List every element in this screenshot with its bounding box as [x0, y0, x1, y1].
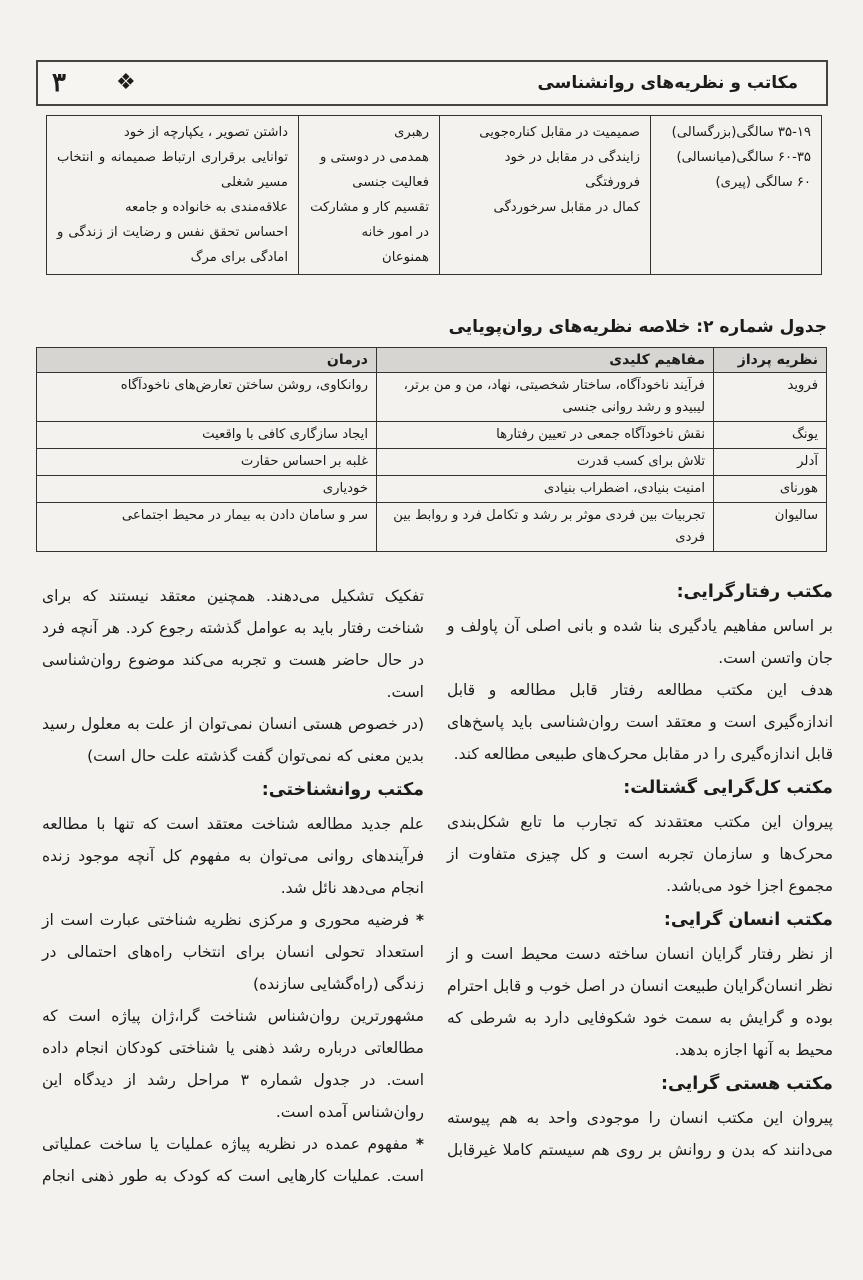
- column-header: درمان: [37, 348, 377, 373]
- section-heading-behaviorism: مکتب رفتارگرایی:: [676, 582, 833, 602]
- page-header: [36, 60, 828, 106]
- section-heading-gestalt: مکتب کل‌گرایی گشتالت:: [623, 778, 833, 798]
- paragraph-text: مفهوم عمده در نظریه پیاژه عملیات یا ساخت عملیاتی است. عملیات کارهایی است که کودک به طور ذهنی انجام: [42, 1135, 424, 1185]
- therapy-cell: غلبه بر احساس حقارت: [37, 449, 377, 476]
- age-stage: ۶۰ سالگی (پیری): [715, 175, 811, 190]
- page-number: ۳: [52, 68, 66, 98]
- table-row: [37, 422, 827, 449]
- table-caption: جدول شماره ۲: خلاصه نظریه‌های روان‌پویایی: [448, 317, 827, 337]
- therapy-cell: خودیاری: [37, 476, 377, 503]
- crisis-text: فرورفتگی: [585, 175, 640, 190]
- paragraph-text: فرضیه محوری و مرکزی نظریه شناختی عبارت است از استعداد تحولی انسان برای انتخاب راه‌های احتمالی در زندگی (راه‌گشایی سازنده): [42, 911, 424, 993]
- therapy-cell: سر و سامان دادن به بیمار در محیط اجتماعی: [37, 503, 377, 552]
- theorist-cell: آدلر: [714, 449, 827, 476]
- theorist-cell: فروید: [714, 373, 827, 422]
- paragraph: تفکیک تشکیل می‌دهند. همچنین معتقد نیستند که برای شناخت رفتار باید به عوامل گذشته رجوع کرد. هر آنچه فرد در حال حاضر هست و تجربه می‌کند موضوع روان‌شناسی است.: [42, 587, 424, 701]
- table-row: [37, 503, 827, 552]
- concepts-cell: تجربیات بین فردی موثر بر رشد و تکامل فرد و روابط بین فردی: [377, 503, 714, 552]
- left-text-column: [42, 580, 424, 1192]
- table-header-row: [37, 348, 827, 373]
- table-row: [37, 449, 827, 476]
- column-header: نظریه پرداز: [714, 348, 827, 373]
- virtue-text: همنوعان: [382, 250, 429, 265]
- paragraph: هدف این مکتب مطالعه رفتار قابل مطالعه و قابل اندازه‌گیری است و معتقد است روان‌شناسی باید پاسخ‌های قابل اندازه‌گیری را در مقابل محرک‌های طبیعی مطالعه کند.: [447, 681, 833, 763]
- table-row: [47, 116, 822, 275]
- running-title: مکاتب و نظریه‌های روانشناسی: [537, 73, 798, 93]
- table-row: [37, 476, 827, 503]
- table-row: [37, 373, 827, 422]
- column-header: مفاهیم کلیدی: [377, 348, 714, 373]
- theorist-cell: یونگ: [714, 422, 827, 449]
- concepts-cell: امنیت بنیادی، اضطراب بنیادی: [377, 476, 714, 503]
- crisis-text: زایندگی در مقابل در خود: [504, 150, 640, 165]
- outcomes-cell: [47, 116, 299, 275]
- outcome-text: علاقه‌مندی به خانواده و جامعه: [124, 200, 288, 215]
- bullet-paragraph: [42, 1128, 424, 1192]
- outcome-text: احساس تحقق نفس و رضایت از زندگی و: [57, 225, 288, 240]
- paragraph: از نظر رفتار گرایان انسان ساخته دست محیط است و از نظر انسان‌گرایان طبیعت انسان در اصل خوب و قابل احترام بوده و گرایش به سمت خود شکوفایی دارد به شرطی که محیط به آنها اجازه بدهد.: [447, 945, 833, 1059]
- concepts-cell: فرآیند ناخودآگاه، ساختار شخصیتی، نهاد، من و من برتر، لیبیدو و رشد روانی جنسی: [377, 373, 714, 422]
- asterisk-bullet-icon: *: [415, 1135, 424, 1153]
- outcome-text: امادگی برای مرگ: [190, 250, 288, 265]
- therapy-cell: روانکاوی، روشن ساختن تعارض‌های ناخودآگاه: [37, 373, 377, 422]
- therapy-cell: ایجاد سازگاری کافی با واقعیت: [37, 422, 377, 449]
- development-stages-table: [46, 115, 822, 275]
- bullet-paragraph: [42, 904, 424, 1000]
- section-heading-cognitive: مکتب روانشناختی:: [261, 780, 424, 800]
- concepts-cell: نقش ناخودآگاه جمعی در تعیین رفتارها: [377, 422, 714, 449]
- asterisk-bullet-icon: *: [415, 911, 424, 929]
- right-text-column: [447, 574, 833, 1166]
- virtue-text: تقسیم کار و مشارکت: [310, 200, 429, 215]
- paragraph: پیروان این مکتب انسان را موجودی واحد به هم پیوسته می‌دانند که بدن و روانش بر روی هم سیستم کاملا غیرقابل: [447, 1109, 833, 1159]
- psychodynamic-theories-table: [36, 347, 827, 552]
- crisis-text: صمیمیت در مقابل کناره‌جویی: [479, 125, 640, 140]
- ages-cell: [651, 116, 822, 275]
- concepts-cell: تلاش برای کسب قدرت: [377, 449, 714, 476]
- theorist-cell: سالیوان: [714, 503, 827, 552]
- theorist-cell: هورنای: [714, 476, 827, 503]
- virtue-text: در امور خانه: [361, 225, 429, 240]
- virtue-text: فعالیت جنسی: [352, 175, 429, 190]
- section-heading-existentialism: مکتب هستی گرایی:: [661, 1074, 833, 1094]
- paragraph: پیروان این مکتب معتقدند که تجارب ما تابع شکل‌بندی محرک‌ها و سازمان تجربه است و کل چیزی متفاوت از مجموع اجزا خود می‌باشد.: [447, 813, 833, 895]
- diamond-ornament-icon: ❖: [116, 70, 136, 95]
- section-heading-humanism: مکتب انسان گرایی:: [663, 910, 833, 930]
- virtue-text: همدمی در دوستی و: [319, 150, 429, 165]
- outcome-text: داشتن تصویر ، یکپارچه از خود: [123, 125, 288, 140]
- crises-cell: [440, 116, 651, 275]
- virtues-cell: [299, 116, 440, 275]
- crisis-text: کمال در مقابل سرخوردگی: [493, 200, 640, 215]
- age-stage: ۳۵-۱۹ سالگی(بزرگسالی): [671, 125, 811, 140]
- paragraph: بر اساس مفاهیم یادگیری بنا شده و بانی اصلی آن پاولف و جان واتسن است.: [447, 617, 833, 667]
- outcome-text: مسیر شغلی: [220, 175, 288, 190]
- paragraph: علم جدید مطالعه شناخت معتقد است که تنها با مطالعه فرآیندهای روانی می‌توان به مفهوم کل آنچه موجود زنده انجام می‌دهد نائل شد.: [42, 815, 424, 897]
- outcome-text: توانایی برقراری ارتباط صمیمانه و انتخاب: [57, 150, 288, 165]
- paragraph: مشهورترین روان‌شناس شناخت گرا،ژان پیاژه است که مطالعاتی درباره رشد ذهنی یا شناختی کودکان انجام داده است. در جدول شماره ۳ مراحل رشد از دیدگاه این روان‌شناس آمده است.: [42, 1007, 425, 1121]
- paragraph: (در خصوص هستی انسان نمی‌توان از علت به معلول رسید بدین معنی که نمی‌توان گفت گذشته علت حال است): [42, 715, 424, 765]
- virtue-text: رهبری: [394, 125, 429, 140]
- age-stage: ۶۰-۳۵ سالگی(میانسالی): [676, 150, 811, 165]
